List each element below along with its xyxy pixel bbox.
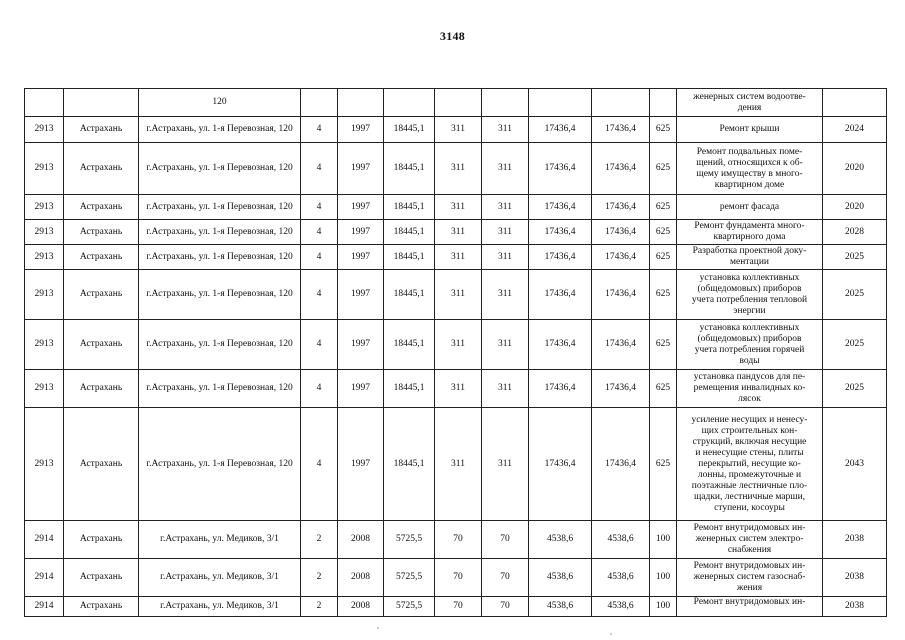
cell-work: установка коллективных (общедомовых) приборов учета потребления тепловой энергии	[677, 270, 823, 320]
cell-plan-year: 2024	[823, 117, 887, 143]
cell-address: г.Астрахань, ул. 1-я Перевозная, 120	[139, 143, 301, 195]
cell-area-d: 17436,4	[592, 408, 650, 521]
cell-area-b: 311	[482, 370, 529, 408]
cell-floors: 2	[301, 559, 338, 597]
cell-city: Астрахань	[64, 521, 139, 559]
cell-city: Астрахань	[64, 559, 139, 597]
cell-area-d: 17436,4	[592, 270, 650, 320]
table-row	[25, 220, 887, 245]
cell-address: г.Астрахань, ул. 1-я Перевозная, 120	[139, 220, 301, 245]
cell-city: Астрахань	[64, 270, 139, 320]
cell-residents: 100	[650, 559, 677, 597]
cell-floors: 2	[301, 597, 338, 617]
cell-area-a: 311	[435, 117, 482, 143]
cell-floors: 4	[301, 117, 338, 143]
cell-plan-year: 2025	[823, 270, 887, 320]
cell-total-area: 18445,1	[384, 143, 435, 195]
cell-area-b	[482, 89, 529, 117]
cell-city: Астрахань	[64, 117, 139, 143]
cell-area-a: 311	[435, 195, 482, 220]
cell-area-c	[529, 89, 592, 117]
cell-year: 1997	[338, 143, 384, 195]
cell-total-area: 5725,5	[384, 597, 435, 617]
cell-address: г.Астрахань, ул. Медиков, 3/1	[139, 597, 301, 617]
cell-city: Астрахань	[64, 408, 139, 521]
table-row	[25, 521, 887, 559]
cell-city: Астрахань	[64, 195, 139, 220]
cell-year: 1997	[338, 408, 384, 521]
cell-id: 2914	[25, 597, 64, 617]
cell-area-c: 17436,4	[529, 408, 592, 521]
cell-residents: 625	[650, 320, 677, 370]
cell-address: г.Астрахань, ул. 1-я Перевозная, 120	[139, 117, 301, 143]
cell-year: 1997	[338, 220, 384, 245]
cell-plan-year: 2025	[823, 370, 887, 408]
cell-address: г.Астрахань, ул. 1-я Перевозная, 120	[139, 370, 301, 408]
table-row	[25, 597, 887, 617]
cell-id: 2913	[25, 143, 64, 195]
cell-id: 2913	[25, 117, 64, 143]
table-row	[25, 143, 887, 195]
cell-city: Астрахань	[64, 220, 139, 245]
cell-id: 2914	[25, 559, 64, 597]
scan-speck	[377, 627, 379, 629]
cell-address: г.Астрахань, ул. 1-я Перевозная, 120	[139, 195, 301, 220]
cell-address: г.Астрахань, ул. Медиков, 3/1	[139, 521, 301, 559]
cell-area-d: 17436,4	[592, 143, 650, 195]
page-number: 3148	[439, 29, 466, 43]
cell-area-a: 311	[435, 370, 482, 408]
cell-area-a: 70	[435, 597, 482, 617]
cell-work: Ремонт фундамента много- квартирного дома	[677, 220, 823, 245]
cell-floors: 4	[301, 143, 338, 195]
cell-plan-year: 2020	[823, 143, 887, 195]
cell-address: г.Астрахань, ул. 1-я Перевозная, 120	[139, 320, 301, 370]
cell-area-c: 17436,4	[529, 270, 592, 320]
cell-floors: 4	[301, 195, 338, 220]
cell-plan-year: 2038	[823, 521, 887, 559]
cell-residents	[650, 89, 677, 117]
cell-area-c: 17436,4	[529, 220, 592, 245]
cell-area-b: 311	[482, 117, 529, 143]
cell-total-area: 18445,1	[384, 117, 435, 143]
cell-total-area: 5725,5	[384, 559, 435, 597]
cell-area-b: 311	[482, 320, 529, 370]
table-row	[25, 320, 887, 370]
cell-work: Ремонт внутридомовых ин-	[677, 597, 823, 617]
cell-id: 2913	[25, 270, 64, 320]
cell-area-d: 17436,4	[592, 370, 650, 408]
cell-area-d: 17436,4	[592, 195, 650, 220]
cell-residents: 625	[650, 117, 677, 143]
cell-year	[338, 89, 384, 117]
cell-area-d: 17436,4	[592, 320, 650, 370]
cell-id: 2914	[25, 521, 64, 559]
cell-total-area: 18445,1	[384, 220, 435, 245]
cell-area-c: 17436,4	[529, 370, 592, 408]
cell-area-d: 17436,4	[592, 220, 650, 245]
table-row	[25, 559, 887, 597]
cell-floors: 4	[301, 370, 338, 408]
cell-work: Ремонт крыши	[677, 117, 823, 143]
continuation-row	[25, 89, 887, 117]
scan-speck	[610, 633, 612, 635]
cell-residents: 625	[650, 143, 677, 195]
cell-total-area: 18445,1	[384, 195, 435, 220]
cell-id: 2913	[25, 370, 64, 408]
cell-year: 1997	[338, 195, 384, 220]
cell-address: г.Астрахань, ул. Медиков, 3/1	[139, 559, 301, 597]
cell-city: Астрахань	[64, 370, 139, 408]
table-row	[25, 195, 887, 220]
cell-area-a: 70	[435, 559, 482, 597]
cell-work: ремонт фасада	[677, 195, 823, 220]
table-row	[25, 245, 887, 270]
cell-work: установка коллективных (общедомовых) приборов учета потребления горячей воды	[677, 320, 823, 370]
cell-work: установка пандусов для пе- ремещения инвалидных ко- лясок	[677, 370, 823, 408]
cell-area-c: 17436,4	[529, 195, 592, 220]
cell-area-b: 311	[482, 220, 529, 245]
cell-plan-year: 2028	[823, 220, 887, 245]
table-row	[25, 408, 887, 521]
cell-floors: 4	[301, 320, 338, 370]
cell-id	[25, 89, 64, 117]
cell-floors: 4	[301, 245, 338, 270]
cell-area-d: 4538,6	[592, 521, 650, 559]
cell-area-b: 311	[482, 143, 529, 195]
cell-work: женерных систем водоотве- дения	[677, 89, 823, 117]
cell-total-area: 18445,1	[384, 408, 435, 521]
cell-area-d	[592, 89, 650, 117]
cell-year: 1997	[338, 245, 384, 270]
cell-floors: 4	[301, 220, 338, 245]
cell-city	[64, 89, 139, 117]
cell-year: 1997	[338, 270, 384, 320]
cell-area-d: 17436,4	[592, 245, 650, 270]
cell-plan-year: 2038	[823, 559, 887, 597]
cell-area-b: 311	[482, 408, 529, 521]
cell-work: усиление несущих и ненесу- щих строительных кон- струкций, включая несущие и ненесущие стены, плиты перекрытий, несущие ко- лонны, промежуточные и поэтажные лестничные пло- щадки, лестничные марши, ступени, косоуры	[677, 408, 823, 521]
cell-area-b: 311	[482, 195, 529, 220]
cell-area-c: 17436,4	[529, 320, 592, 370]
cell-id: 2913	[25, 245, 64, 270]
cell-area-c: 4538,6	[529, 559, 592, 597]
cell-area-a: 311	[435, 220, 482, 245]
cell-area-a: 311	[435, 270, 482, 320]
cell-total-area: 5725,5	[384, 521, 435, 559]
cell-area-b: 70	[482, 559, 529, 597]
cell-address: 120	[139, 89, 301, 117]
cell-city: Астрахань	[64, 143, 139, 195]
cell-plan-year: 2025	[823, 245, 887, 270]
cell-area-a: 311	[435, 408, 482, 521]
cell-city: Астрахань	[64, 320, 139, 370]
cell-id: 2913	[25, 220, 64, 245]
cell-plan-year: 2038	[823, 597, 887, 617]
cell-year: 2008	[338, 559, 384, 597]
cell-area-a: 311	[435, 320, 482, 370]
cell-residents: 625	[650, 370, 677, 408]
cell-residents: 625	[650, 195, 677, 220]
cell-area-a: 70	[435, 521, 482, 559]
cell-area-c: 17436,4	[529, 143, 592, 195]
cell-area-d: 17436,4	[592, 117, 650, 143]
cell-area-a: 311	[435, 143, 482, 195]
cell-year: 1997	[338, 370, 384, 408]
cell-id: 2913	[25, 408, 64, 521]
cell-address: г.Астрахань, ул. 1-я Перевозная, 120	[139, 270, 301, 320]
cell-residents: 100	[650, 521, 677, 559]
cell-year: 1997	[338, 117, 384, 143]
cell-area-c: 17436,4	[529, 117, 592, 143]
cell-year: 1997	[338, 320, 384, 370]
cell-id: 2913	[25, 320, 64, 370]
cell-floors: 4	[301, 270, 338, 320]
cell-total-area: 18445,1	[384, 270, 435, 320]
cell-area-c: 17436,4	[529, 245, 592, 270]
cell-residents: 625	[650, 220, 677, 245]
cell-plan-year	[823, 89, 887, 117]
capital-repair-table	[24, 88, 887, 617]
cell-total-area	[384, 89, 435, 117]
cell-residents: 625	[650, 245, 677, 270]
cell-area-b: 70	[482, 597, 529, 617]
cell-area-d: 4538,6	[592, 597, 650, 617]
cell-total-area: 18445,1	[384, 370, 435, 408]
cell-work: Ремонт внутридомовых ин- женерных систем газоснаб- жения	[677, 559, 823, 597]
cell-area-b: 311	[482, 270, 529, 320]
cell-total-area: 18445,1	[384, 245, 435, 270]
table-row	[25, 370, 887, 408]
cell-residents: 625	[650, 270, 677, 320]
cell-area-d: 4538,6	[592, 559, 650, 597]
cell-total-area: 18445,1	[384, 320, 435, 370]
cell-plan-year: 2043	[823, 408, 887, 521]
cell-area-c: 4538,6	[529, 597, 592, 617]
cell-residents: 625	[650, 408, 677, 521]
cell-city: Астрахань	[64, 245, 139, 270]
cell-floors: 4	[301, 408, 338, 521]
cell-year: 2008	[338, 597, 384, 617]
cell-area-a: 311	[435, 245, 482, 270]
cell-floors	[301, 89, 338, 117]
cell-address: г.Астрахань, ул. 1-я Перевозная, 120	[139, 408, 301, 521]
cell-work: Ремонт внутридомовых ин- женерных систем электро- снабжения	[677, 521, 823, 559]
cell-id: 2913	[25, 195, 64, 220]
cell-plan-year: 2025	[823, 320, 887, 370]
cell-work: Разработка проектной доку- ментации	[677, 245, 823, 270]
cell-year: 2008	[338, 521, 384, 559]
table-row	[25, 117, 887, 143]
table-row	[25, 270, 887, 320]
cell-work: Ремонт подвальных поме- щений, относящихся к об- щему имуществу в много- квартирном доме	[677, 143, 823, 195]
cell-floors: 2	[301, 521, 338, 559]
cell-area-a	[435, 89, 482, 117]
cell-plan-year: 2020	[823, 195, 887, 220]
cell-area-b: 311	[482, 245, 529, 270]
cell-residents: 100	[650, 597, 677, 617]
cell-city: Астрахань	[64, 597, 139, 617]
cell-area-c: 4538,6	[529, 521, 592, 559]
cell-area-b: 70	[482, 521, 529, 559]
cell-address: г.Астрахань, ул. 1-я Перевозная, 120	[139, 245, 301, 270]
